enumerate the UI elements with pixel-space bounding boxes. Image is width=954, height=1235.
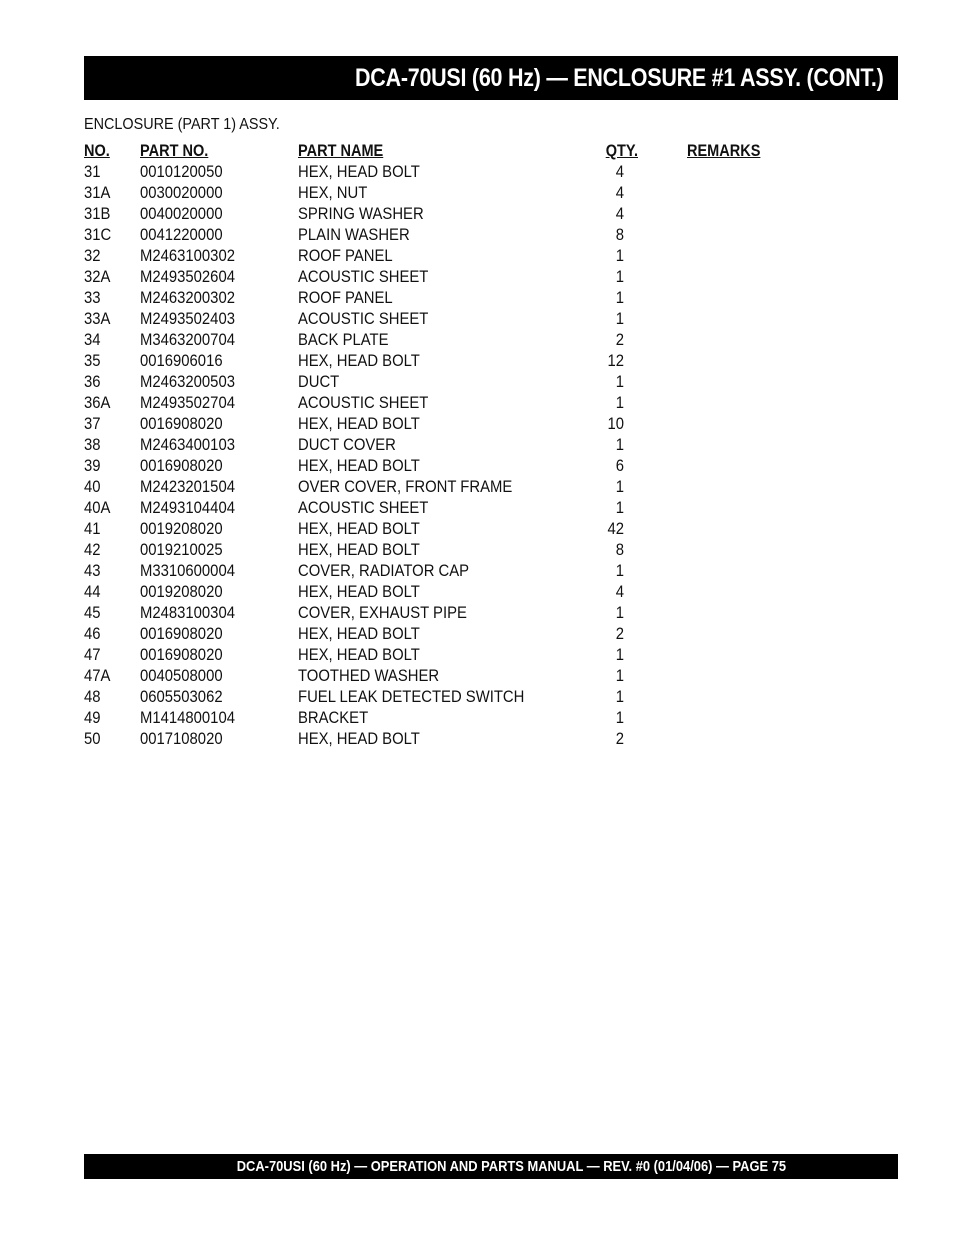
row-no: 50 — [84, 730, 101, 748]
row-qty: 6 — [615, 457, 624, 475]
row-no: 49 — [84, 709, 101, 727]
row-part-no: M2483100304 — [140, 604, 235, 622]
row-qty: 2 — [615, 331, 624, 349]
page-footer-bar — [84, 1154, 898, 1179]
row-part-no: 0016908020 — [140, 625, 223, 643]
row-no: 41 — [84, 520, 101, 538]
table-row — [84, 435, 804, 456]
row-part-name: DUCT — [298, 373, 340, 391]
row-part-no: 0040508000 — [140, 667, 223, 685]
row-part-name: HEX, HEAD BOLT — [298, 625, 420, 643]
row-part-no: 0016908020 — [140, 646, 223, 664]
row-part-no: M2463100302 — [140, 247, 235, 265]
table-row — [84, 414, 804, 435]
table-row — [84, 666, 804, 687]
row-qty: 8 — [615, 541, 624, 559]
row-qty: 1 — [615, 247, 624, 265]
row-part-name: BACK PLATE — [298, 331, 389, 349]
row-part-name: HEX, HEAD BOLT — [298, 163, 420, 181]
column-header-part-name: PART NAME — [298, 142, 384, 160]
table-header-row — [84, 141, 804, 162]
row-qty: 1 — [615, 436, 624, 454]
row-qty: 4 — [615, 184, 624, 202]
table-row — [84, 267, 804, 288]
row-part-name: HEX, HEAD BOLT — [298, 541, 420, 559]
page-footer-text: DCA-70USI (60 Hz) — OPERATION AND PARTS MANUAL — REV. #0 (01/04/06) — PAGE 75 — [236, 1158, 786, 1175]
column-header-qty: QTY. — [605, 142, 638, 160]
row-part-no: M2463200302 — [140, 289, 235, 307]
row-no: 47A — [84, 667, 111, 685]
row-part-name: FUEL LEAK DETECTED SWITCH — [298, 688, 525, 706]
row-no: 46 — [84, 625, 101, 643]
row-no: 43 — [84, 562, 101, 580]
row-qty: 4 — [615, 163, 624, 181]
row-part-name: HEX, HEAD BOLT — [298, 583, 420, 601]
table-row — [84, 225, 804, 246]
row-part-name: HEX, HEAD BOLT — [298, 457, 420, 475]
row-part-no: 0605503062 — [140, 688, 223, 706]
row-no: 40A — [84, 499, 111, 517]
table-row — [84, 708, 804, 729]
row-part-name: HEX, HEAD BOLT — [298, 520, 420, 538]
row-no: 31C — [84, 226, 112, 244]
row-part-name: TOOTHED WASHER — [298, 667, 440, 685]
row-qty: 1 — [615, 310, 624, 328]
row-no: 48 — [84, 688, 101, 706]
table-body — [84, 162, 804, 750]
row-qty: 1 — [615, 562, 624, 580]
row-part-name: HEX, HEAD BOLT — [298, 415, 420, 433]
row-qty: 8 — [615, 226, 624, 244]
row-part-name: BRACKET — [298, 709, 369, 727]
row-no: 32 — [84, 247, 101, 265]
section-subtitle: ENCLOSURE (PART 1) ASSY. — [84, 116, 280, 133]
row-part-no: M2493502604 — [140, 268, 235, 286]
table-row — [84, 603, 804, 624]
table-row — [84, 582, 804, 603]
row-qty: 4 — [615, 205, 624, 223]
row-part-name: HEX, NUT — [298, 184, 368, 202]
row-no: 31A — [84, 184, 111, 202]
row-part-name: HEX, HEAD BOLT — [298, 646, 420, 664]
row-no: 38 — [84, 436, 101, 454]
row-part-name: COVER, RADIATOR CAP — [298, 562, 470, 580]
row-no: 36 — [84, 373, 101, 391]
row-part-no: M2493104404 — [140, 499, 235, 517]
parts-table — [84, 141, 804, 750]
row-no: 31 — [84, 163, 101, 181]
row-no: 35 — [84, 352, 101, 370]
row-part-no: 0019208020 — [140, 520, 223, 538]
row-qty: 1 — [615, 646, 624, 664]
table-row — [84, 309, 804, 330]
page-title-bar — [84, 56, 898, 100]
table-row — [84, 645, 804, 666]
row-part-name: ACOUSTIC SHEET — [298, 310, 429, 328]
table-row — [84, 561, 804, 582]
row-part-no: M2463200503 — [140, 373, 235, 391]
table-row — [84, 456, 804, 477]
row-part-no: 0017108020 — [140, 730, 223, 748]
row-qty: 1 — [615, 604, 624, 622]
row-part-no: 0010120050 — [140, 163, 223, 181]
row-qty: 1 — [615, 499, 624, 517]
row-no: 34 — [84, 331, 101, 349]
row-qty: 1 — [615, 688, 624, 706]
row-part-no: M1414800104 — [140, 709, 235, 727]
row-part-no: M2493502704 — [140, 394, 235, 412]
row-no: 45 — [84, 604, 101, 622]
row-part-no: 0040020000 — [140, 205, 223, 223]
table-row — [84, 624, 804, 645]
row-part-name: ROOF PANEL — [298, 247, 393, 265]
row-part-no: M2423201504 — [140, 478, 235, 496]
row-qty: 42 — [607, 520, 624, 538]
table-row — [84, 204, 804, 225]
table-row — [84, 519, 804, 540]
row-part-no: 0030020000 — [140, 184, 223, 202]
row-no: 37 — [84, 415, 101, 433]
row-part-no: 0019208020 — [140, 583, 223, 601]
row-part-no: M2463400103 — [140, 436, 235, 454]
table-row — [84, 288, 804, 309]
row-no: 31B — [84, 205, 111, 223]
row-no: 47 — [84, 646, 101, 664]
row-no: 33 — [84, 289, 101, 307]
row-qty: 1 — [615, 667, 624, 685]
row-part-name: ACOUSTIC SHEET — [298, 394, 429, 412]
table-row — [84, 372, 804, 393]
table-row — [84, 330, 804, 351]
row-qty: 1 — [615, 373, 624, 391]
row-part-no: 0016908020 — [140, 415, 223, 433]
row-part-no: M3463200704 — [140, 331, 235, 349]
row-no: 36A — [84, 394, 111, 412]
page-title: DCA-70USI (60 Hz) — ENCLOSURE #1 ASSY. (CONT.) — [355, 63, 884, 92]
row-qty: 2 — [615, 625, 624, 643]
row-part-no: 0041220000 — [140, 226, 223, 244]
table-row — [84, 498, 804, 519]
row-part-no: 0016908020 — [140, 457, 223, 475]
row-part-name: ACOUSTIC SHEET — [298, 268, 429, 286]
table-row — [84, 162, 804, 183]
row-no: 39 — [84, 457, 101, 475]
row-qty: 1 — [615, 478, 624, 496]
row-no: 33A — [84, 310, 111, 328]
row-part-name: OVER COVER, FRONT FRAME — [298, 478, 513, 496]
table-row — [84, 183, 804, 204]
table-row — [84, 246, 804, 267]
row-part-name: HEX, HEAD BOLT — [298, 352, 420, 370]
row-no: 42 — [84, 541, 101, 559]
row-part-name: COVER, EXHAUST PIPE — [298, 604, 467, 622]
table-row — [84, 351, 804, 372]
row-part-name: SPRING WASHER — [298, 205, 424, 223]
column-header-no: NO. — [84, 142, 110, 160]
row-no: 32A — [84, 268, 111, 286]
row-part-no: M2493502403 — [140, 310, 235, 328]
row-no: 44 — [84, 583, 101, 601]
table-row — [84, 687, 804, 708]
column-header-part-no: PART NO. — [140, 142, 209, 160]
row-part-no: 0016906016 — [140, 352, 223, 370]
row-part-name: PLAIN WASHER — [298, 226, 410, 244]
table-row — [84, 729, 804, 750]
row-qty: 1 — [615, 289, 624, 307]
row-part-no: 0019210025 — [140, 541, 223, 559]
row-qty: 2 — [615, 730, 624, 748]
row-part-name: ACOUSTIC SHEET — [298, 499, 429, 517]
column-header-remarks: REMARKS — [687, 142, 761, 160]
row-qty: 12 — [607, 352, 624, 370]
table-row — [84, 540, 804, 561]
table-row — [84, 393, 804, 414]
row-qty: 1 — [615, 709, 624, 727]
row-qty: 10 — [607, 415, 624, 433]
row-qty: 1 — [615, 268, 624, 286]
row-part-name: DUCT COVER — [298, 436, 396, 454]
row-no: 40 — [84, 478, 101, 496]
row-qty: 4 — [615, 583, 624, 601]
row-part-no: M3310600004 — [140, 562, 235, 580]
row-qty: 1 — [615, 394, 624, 412]
table-row — [84, 477, 804, 498]
row-part-name: ROOF PANEL — [298, 289, 393, 307]
row-part-name: HEX, HEAD BOLT — [298, 730, 420, 748]
